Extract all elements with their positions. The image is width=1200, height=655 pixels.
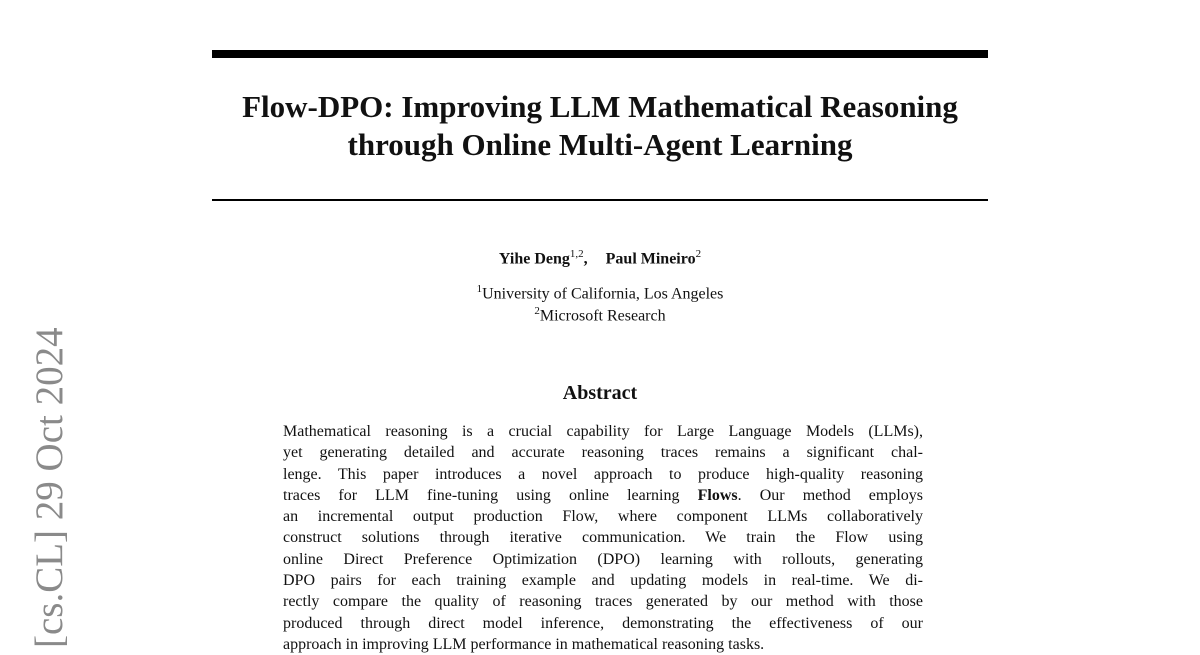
- top-rule: [212, 50, 988, 58]
- abstract-line: an incremental output production Flow, where component LLMs collaboratively: [283, 508, 923, 526]
- author-name: Yihe Deng: [498, 250, 570, 268]
- abstract-body: [283, 421, 923, 655]
- abstract-line-with-bold: [283, 485, 923, 506]
- abstract-line: Mathematical reasoning is a crucial capability for Large Language Models (LLMs),: [283, 423, 923, 440]
- abstract-line: yet generating detailed and accurate reasoning traces remains a significant chal-: [283, 444, 923, 462]
- abstract-line: produced through direct model inference, demonstrating the effectiveness of our: [283, 614, 923, 632]
- arxiv-sidebar-stamp: [cs.CL] 29 Oct 2024: [28, 327, 71, 648]
- affiliation-mark: 2: [534, 305, 540, 317]
- abstract-line: rectly compare the quality of reasoning traces generated by our method with those: [283, 593, 923, 611]
- author-list: Yihe Deng$^{1,2}$, Paul Mineiro$^2$: [498, 248, 702, 268]
- affiliation: [200, 305, 1000, 325]
- abstract-line: construct solutions through iterative communication. We train the Flow using: [283, 529, 923, 547]
- affiliation-name: University of California, Los Angeles: [482, 285, 724, 303]
- abstract-line: DPO pairs for each training example and updating models in real-time. We di-: [283, 572, 923, 590]
- author-name: Paul Mineiro: [605, 250, 696, 268]
- affiliation-name: Microsoft Research: [539, 307, 666, 325]
- abstract-bold-term: Flows: [697, 486, 738, 504]
- abstract-line: lenge. This paper introduces a novel approach to produce high-quality reasoning: [283, 465, 923, 483]
- abstract-text: traces for LLM fine-tuning using online learning: [283, 486, 680, 504]
- paper-title: [180, 88, 1020, 164]
- abstract-text: . Our method employs: [737, 486, 924, 504]
- affiliation: [200, 283, 1000, 303]
- abstract-heading: Abstract: [562, 382, 638, 404]
- abstract-line: approach in improving LLM performance in mathematical reasoning tasks.: [283, 635, 765, 653]
- author-affil-mark: 2: [695, 248, 702, 260]
- title-bottom-rule: [212, 199, 988, 201]
- abstract-line: online Direct Preference Optimization (DPO) learning with rollouts, generating: [283, 550, 923, 568]
- title-line-1: Flow-DPO: Improving LLM Mathematical Reasoning: [242, 89, 958, 124]
- title-line-2: through Online Multi-Agent Learning: [347, 127, 853, 162]
- affiliation-mark: 1: [476, 283, 483, 295]
- author-affil-mark: 1,2: [569, 248, 584, 260]
